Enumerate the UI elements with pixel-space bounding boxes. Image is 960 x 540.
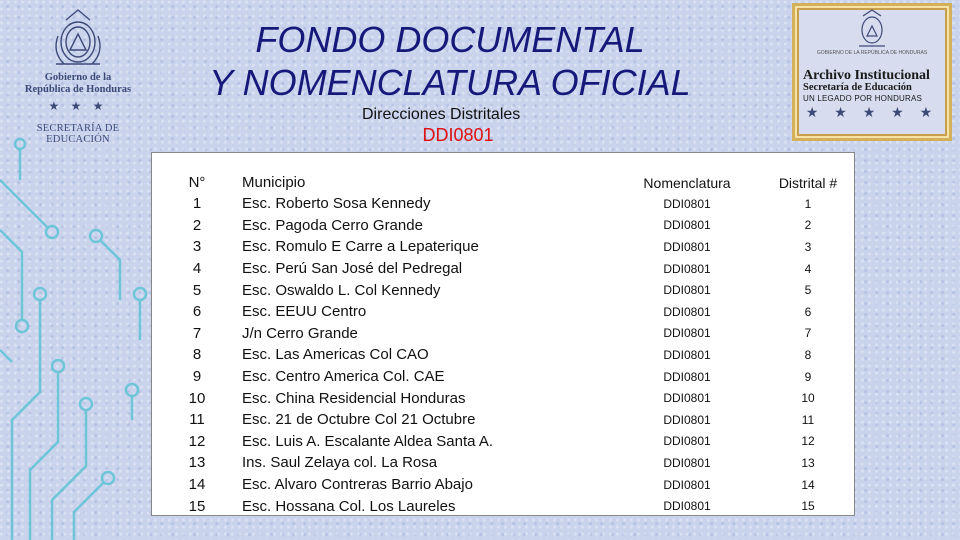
table-row (152, 258, 854, 280)
cell-distrital: 4 (804, 261, 812, 276)
cell-number: 2 (192, 216, 202, 234)
table-row (152, 215, 854, 237)
table-row (152, 366, 854, 388)
cell-number: 7 (192, 324, 202, 342)
page-subtitle: Direcciones Distritales (362, 106, 521, 123)
archivo-tagline: UN LEGADO POR HONDURAS (803, 94, 923, 103)
cell-distrital: 8 (804, 347, 812, 362)
cell-nomenclatura: DDI0801 (663, 326, 711, 341)
cell-number: 3 (192, 238, 202, 256)
gov-logo-stars: ★ ★ ★ (48, 99, 108, 113)
cell-number: 9 (192, 368, 202, 386)
cell-distrital: 2 (804, 218, 812, 233)
cell-number: 15 (188, 497, 206, 515)
cell-distrital: 6 (804, 304, 812, 319)
archivo-institucional-logo (792, 3, 952, 141)
table-row (152, 452, 854, 474)
cell-number: 4 (192, 260, 202, 278)
cell-number: 14 (188, 476, 206, 494)
column-header-nomenclatura: Nomenclatura (643, 175, 731, 191)
gov-logo-line3: SECRETARÍA DE EDUCACIÓN (36, 123, 120, 145)
cell-number: 8 (192, 346, 202, 364)
column-header-number: N° (188, 174, 206, 191)
table-row (152, 409, 854, 431)
column-header-municipio: Municipio (242, 174, 306, 191)
cell-distrital: 13 (801, 455, 815, 470)
cell-nomenclatura: DDI0801 (663, 412, 711, 427)
column-header-distrital: Distrital # (778, 175, 838, 191)
table-row (152, 387, 854, 409)
page-title-line2: Y NOMENCLATURA OFICIAL (209, 62, 691, 103)
cell-distrital: 11 (801, 412, 815, 427)
cell-nomenclatura: DDI0801 (663, 347, 711, 362)
table-row (152, 193, 854, 215)
cell-municipio: Esc. Alvaro Contreras Barrio Abajo (242, 476, 473, 494)
gov-logo-line1: Gobierno de la (44, 72, 112, 83)
cell-municipio: Esc. 21 de Octubre Col 21 Octubre (242, 411, 476, 429)
coat-of-arms-icon (8, 6, 148, 72)
cell-number: 6 (192, 303, 202, 321)
cell-municipio: Esc. Perú San José del Pedregal (242, 260, 463, 278)
cell-number: 10 (188, 389, 206, 407)
cell-nomenclatura: DDI0801 (663, 283, 711, 298)
cell-municipio: Esc. Hossana Col. Los Laureles (242, 497, 456, 515)
cell-distrital: 7 (804, 326, 812, 341)
cell-distrital: 15 (801, 499, 815, 514)
cell-nomenclatura: DDI0801 (663, 369, 711, 384)
table-row (152, 344, 854, 366)
archivo-title: Archivo Institucional (803, 68, 930, 83)
cell-municipio: Ins. Saul Zelaya col. La Rosa (242, 454, 438, 472)
page-title-line1: FONDO DOCUMENTAL (255, 19, 645, 60)
cell-number: 11 (189, 411, 205, 429)
cell-municipio: J/n Cerro Grande (242, 324, 358, 342)
nomenclature-table (151, 152, 855, 516)
table-row (152, 495, 854, 516)
cell-municipio: Esc. China Residencial Honduras (242, 389, 466, 407)
cell-nomenclatura: DDI0801 (663, 261, 711, 276)
cell-municipio: Esc. Oswaldo L. Col Kennedy (242, 281, 441, 299)
cell-distrital: 1 (804, 196, 812, 211)
cell-nomenclatura: DDI0801 (663, 434, 711, 449)
cell-municipio: Esc. Luis A. Escalante Aldea Santa A. (242, 432, 493, 450)
cell-distrital: 14 (801, 477, 815, 492)
cell-number: 5 (192, 281, 202, 299)
cell-distrital: 12 (801, 434, 815, 449)
cell-municipio: Esc. Centro America Col. CAE (242, 368, 445, 386)
cell-nomenclatura: DDI0801 (663, 499, 711, 514)
cell-distrital: 5 (804, 283, 812, 298)
coat-of-arms-icon (795, 6, 949, 50)
cell-municipio: Esc. Roberto Sosa Kennedy (242, 195, 431, 213)
government-logo (8, 6, 148, 145)
cell-nomenclatura: DDI0801 (663, 304, 711, 319)
cell-distrital: 10 (801, 391, 815, 406)
cell-municipio: Esc. Pagoda Cerro Grande (242, 216, 423, 234)
cell-municipio: Esc. Romulo E Carre a Lepaterique (242, 238, 479, 256)
gov-logo-line2: República de Honduras (24, 84, 132, 95)
cell-number: 1 (192, 195, 202, 213)
table-row (152, 236, 854, 258)
cell-municipio: Esc. Las Americas Col CAO (242, 346, 429, 364)
cell-nomenclatura: DDI0801 (663, 477, 711, 492)
table-row (152, 279, 854, 301)
cell-nomenclatura: DDI0801 (663, 218, 711, 233)
cell-municipio: Esc. EEUU Centro (242, 303, 367, 321)
table-row (152, 301, 854, 323)
cell-nomenclatura: DDI0801 (663, 391, 711, 406)
archivo-small-text: GOBIERNO DE LA REPÚBLICA DE HONDURAS (816, 50, 928, 56)
cell-nomenclatura: DDI0801 (663, 239, 711, 254)
cell-number: 13 (188, 454, 206, 472)
district-code: DDI0801 (422, 125, 494, 145)
table-row (152, 323, 854, 345)
table-row (152, 431, 854, 453)
archivo-subtitle: Secretaría de Educación (803, 82, 912, 93)
table-row (152, 474, 854, 496)
cell-nomenclatura: DDI0801 (663, 455, 711, 470)
cell-number: 12 (188, 432, 206, 450)
cell-distrital: 9 (804, 369, 812, 384)
cell-distrital: 3 (804, 239, 812, 254)
archivo-stars: ★ ★ ★ ★ ★ (805, 104, 939, 120)
cell-nomenclatura: DDI0801 (663, 196, 711, 211)
table-header-row (152, 153, 854, 193)
